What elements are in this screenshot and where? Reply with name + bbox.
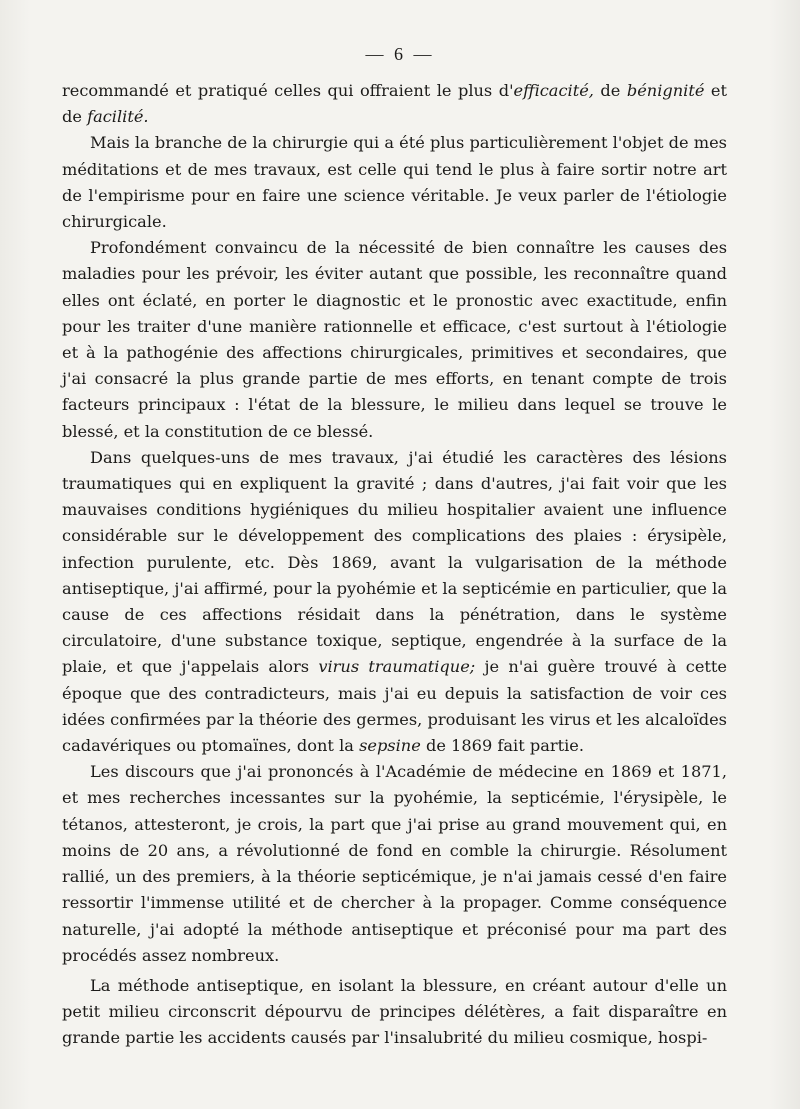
paragraph-2 (62, 130, 727, 235)
body-text (62, 78, 727, 1052)
text-run: recommandé et pratiqué celles qui offraient le plus d' (62, 81, 514, 100)
italic-run: facilité. (87, 107, 149, 127)
italic-run: efficacité, (513, 81, 594, 100)
paragraph-6 (62, 973, 727, 1052)
paragraph-5 (62, 759, 727, 969)
text-run: La méthode antiseptique, en isolant la blessure, en créant autour d'elle un petit milieu circonscrit dépourvu de principes délétères, a fait disparaître en grande partie les accidents causés par l'insalubrité du milieu cosmique, hospi- (62, 975, 727, 1048)
text-run: de 1869 fait partie. (420, 736, 585, 756)
paragraph-4 (62, 445, 727, 759)
text-run: Dans quelques-uns de mes travaux, j'ai étudié les caractères des lésions traumatiques qui en expliquent la gravité ; dans d'autres, j'ai fait voir que les mauvaises conditions hygiéniques du milieu hospitalier avaient une influence considérable sur le développement des complications des plaies : érysipèle, infection purulente, etc. Dès 1869, avant la vulgarisation de la méthode antiseptique, j'ai affirmé, pour la pyohémie et la septicémie en particulier, que la cause de ces affections résidait dans la pénétration, dans le système circulatoire, d'une substance toxique, septique, engendrée à la surface de la plaie, et que j'appelais alors (62, 447, 727, 677)
text-run: Les discours que j'ai prononcés à l'Académie de médecine en 1869 et 1871, et mes recherches incessantes sur la pyohémie, la septicémie, l'érysipèle, le tétanos, attesteront, je crois, la part que j'ai prise au grand mouvement qui, en moins de 20 ans, a révolutionné de fond en comble la chirurgie. Résolument rallié, un des premiers, à la théorie septicémique, je n'ai jamais cessé d'en faire ressortir l'immense utilité et de chercher à la propager. Comme conséquence naturelle, j'ai adopté la méthode antiseptique et préconisé pour ma part des procédés assez nombreux. (62, 762, 727, 965)
page-number: — 6 — (365, 44, 435, 64)
italic-run: sepsine (359, 736, 421, 756)
text-run: Mais la branche de la chirurgie qui a été plus particulièrement l'objet de mes méditations et de mes travaux, est celle qui tend le plus à faire sortir notre art de l'empirisme pour en faire une science véritable. Je veux parler de l'étiologie chirurgicale. (62, 133, 727, 232)
text-run: de (593, 81, 627, 100)
text-run: et de (62, 81, 727, 127)
text-run: Profondément convaincu de la nécessité de bien connaître les causes des maladies pour les prévoir, les éviter autant que possible, les reconnaître quand elles ont éclaté, en porter le diagnostic et le pronostic avec exactitude, enfin pour les traiter d'une manière rationnelle et efficace, c'est surtout à l'étiologie et à la pathogénie des affections chirurgicales, primitives et secondaires, que j'ai consacré la plus grande partie de mes efforts, en tenant compte de trois facteurs principaux : l'état de la blessure, le milieu dans lequel se trouve le blessé, et la constitution de ce blessé. (62, 238, 727, 441)
italic-run: bénignité (626, 81, 705, 100)
paragraph-3 (62, 235, 727, 445)
text-run: je n'ai guère trouvé à cette époque que des contradicteurs, mais j'ai eu depuis la satisfaction de voir ces idées confirmées par la théorie des germes, produisant les virus et les alcaloïdes cadavériques ou ptomaïnes, dont la (62, 657, 727, 756)
italic-run: virus traumatique; (318, 657, 476, 677)
paragraph-1 (62, 78, 727, 130)
